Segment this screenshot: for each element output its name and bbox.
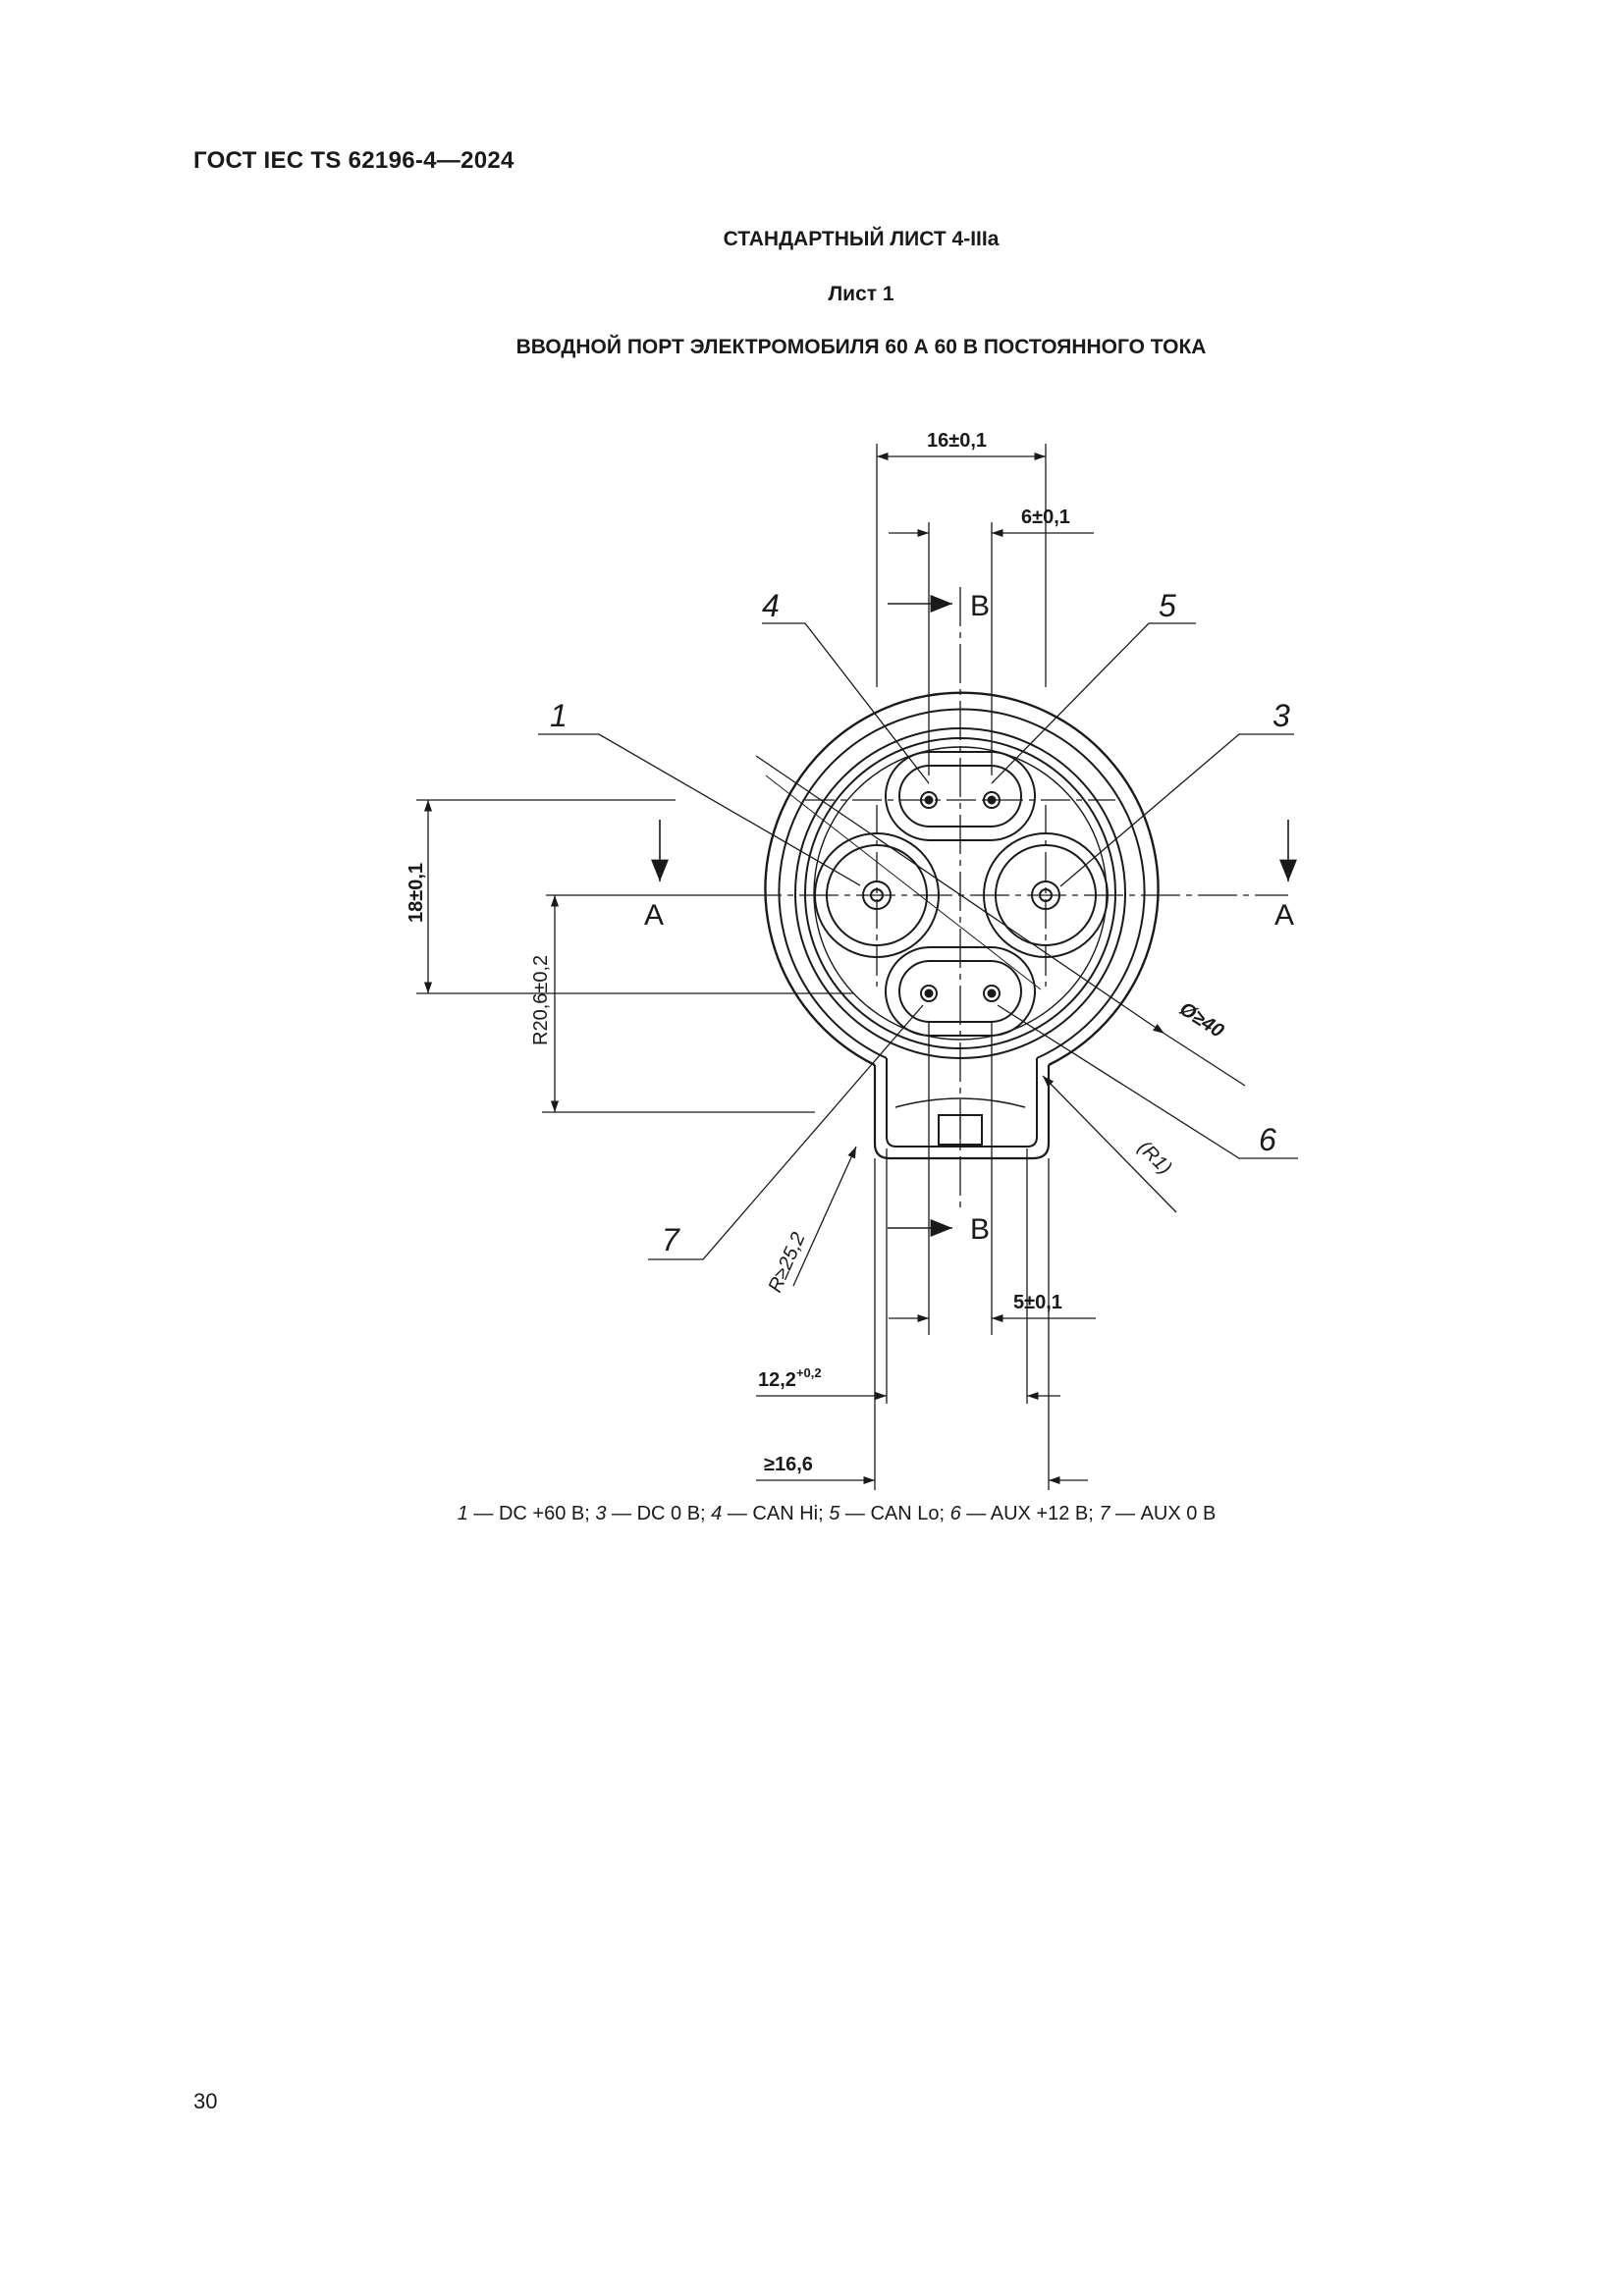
section-b-bottom: B <box>970 1213 991 1246</box>
callout-7: 7 <box>662 1222 679 1257</box>
legend-num: 7 <box>1099 1503 1110 1524</box>
dim-r1: (R1) <box>1133 1136 1176 1180</box>
port-title: ВВОДНОЙ ПОРТ ЭЛЕКТРОМОБИЛЯ 60 А 60 В ПОСТОЯННОГО ТОКА <box>515 336 1207 358</box>
callout-1: 1 <box>550 698 568 733</box>
callout-4: 4 <box>762 588 780 623</box>
section-arrows <box>660 604 1288 1228</box>
dim-12-base: 12,2 <box>758 1369 796 1391</box>
callout-3: 3 <box>1272 698 1290 733</box>
legend-text: — AUX 0 В <box>1110 1503 1217 1524</box>
dim-5: 5±0,1 <box>1013 1292 1062 1313</box>
dim-r25: R≥25,2 <box>764 1229 810 1297</box>
section-b-top: B <box>970 590 991 622</box>
sheet-number: Лист 1 <box>828 283 894 305</box>
callout-5: 5 <box>1159 588 1176 623</box>
callout-6: 6 <box>1259 1122 1276 1157</box>
legend-num: 4 <box>711 1503 723 1524</box>
legend-num: 5 <box>829 1503 840 1524</box>
dim-r20: R20,6±0,2 <box>530 954 552 1045</box>
dim-16: 16±0,1 <box>927 430 988 452</box>
dim-dia40: Ø≥40 <box>1175 997 1228 1042</box>
center-lines <box>742 587 1288 1207</box>
legend-text: — CAN Lo; <box>839 1503 950 1524</box>
contact-sockets <box>815 752 1108 1036</box>
legend-num: 6 <box>949 1503 961 1524</box>
section-a-left: A <box>644 899 665 932</box>
dim-6: 6±0,1 <box>1021 507 1070 528</box>
pin-legend <box>0 1503 1624 1525</box>
sheet-title: СТАНДАРТНЫЙ ЛИСТ 4-IIIa <box>723 228 1000 250</box>
legend-num: 1 <box>457 1503 468 1524</box>
dim-16-6: ≥16,6 <box>764 1454 813 1475</box>
legend-text: — AUX +12 В; <box>960 1503 1100 1524</box>
section-a-right: A <box>1274 899 1295 932</box>
legend-text: — DC +60 В; <box>467 1503 596 1524</box>
dim-12 <box>758 1365 822 1391</box>
extension-lines <box>416 444 1049 1490</box>
document-header: ГОСТ IEC TS 62196-4—2024 <box>193 147 514 174</box>
legend-text: — CAN Hi; <box>722 1503 830 1524</box>
legend-num: 3 <box>595 1503 607 1524</box>
dim-12-sup: +0,2 <box>795 1365 822 1380</box>
legend-text: — DC 0 В; <box>606 1503 712 1524</box>
page-number: 30 <box>193 2089 218 2113</box>
dim-18: 18±0,1 <box>406 862 427 923</box>
